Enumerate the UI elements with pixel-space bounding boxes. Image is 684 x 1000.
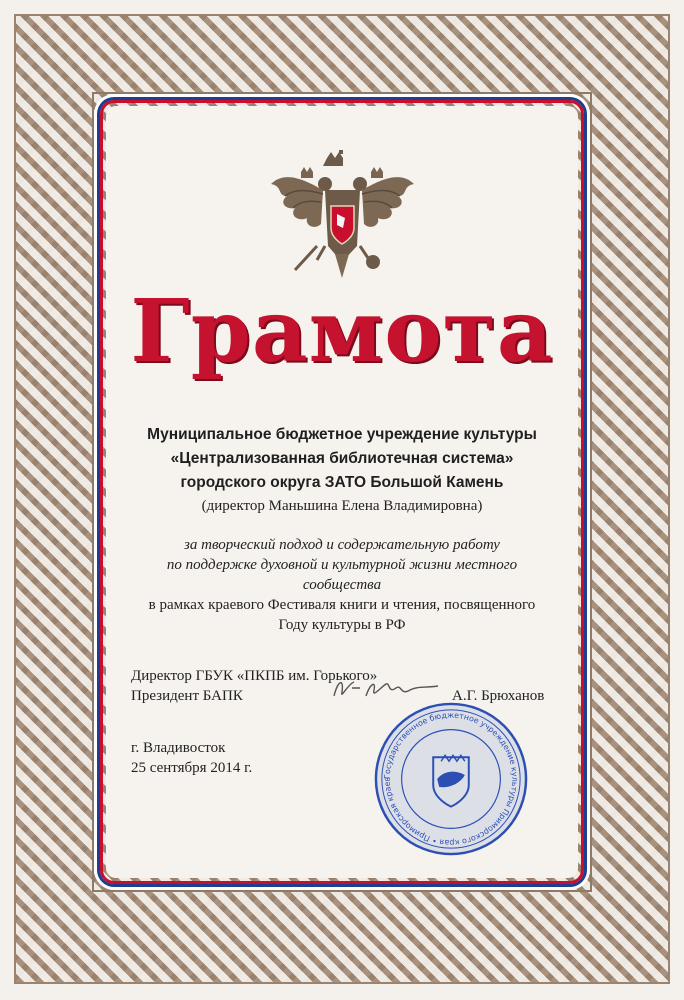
signatory-position: Президент БАПК: [131, 688, 243, 704]
award-reason: [110, 535, 574, 595]
organization-line: городского округа ЗАТО Большой Камень: [180, 474, 504, 491]
organization-line: Муниципальное бюджетное учреждение культуры: [147, 426, 537, 443]
organization-name: [110, 423, 574, 495]
official-seal: [372, 700, 530, 858]
date: 25 сентября 2014 г.: [131, 760, 253, 776]
festival-line: Году культуры в РФ: [278, 617, 406, 633]
signatory-position: Директор ГБУК «ПКПБ им. Горького»: [131, 668, 378, 684]
festival-line: в рамках краевого Фестиваля книги и чтения, посвященного: [148, 597, 536, 613]
reason-line: за творческий подход и содержательную работу: [184, 537, 500, 553]
place-and-date: [131, 738, 252, 778]
russian-coat-of-arms-icon: [265, 150, 420, 285]
seal-text: Государственное бюджетное учреждение культуры Приморского края • Приморская краев: [382, 710, 520, 848]
certificate-title: Грамота: [130, 281, 554, 382]
city: г. Владивосток: [131, 740, 226, 756]
organization-line: «Централизованная библиотечная система»: [170, 450, 514, 467]
reason-line: сообщества: [302, 577, 382, 593]
reason-line: по поддержке духовной и культурной жизни местного: [166, 557, 518, 573]
director-name: (директор Маньшина Елена Владимировна): [201, 498, 483, 514]
signatory-name: А.Г. Брюханов: [452, 688, 545, 704]
festival-text: [110, 595, 574, 635]
